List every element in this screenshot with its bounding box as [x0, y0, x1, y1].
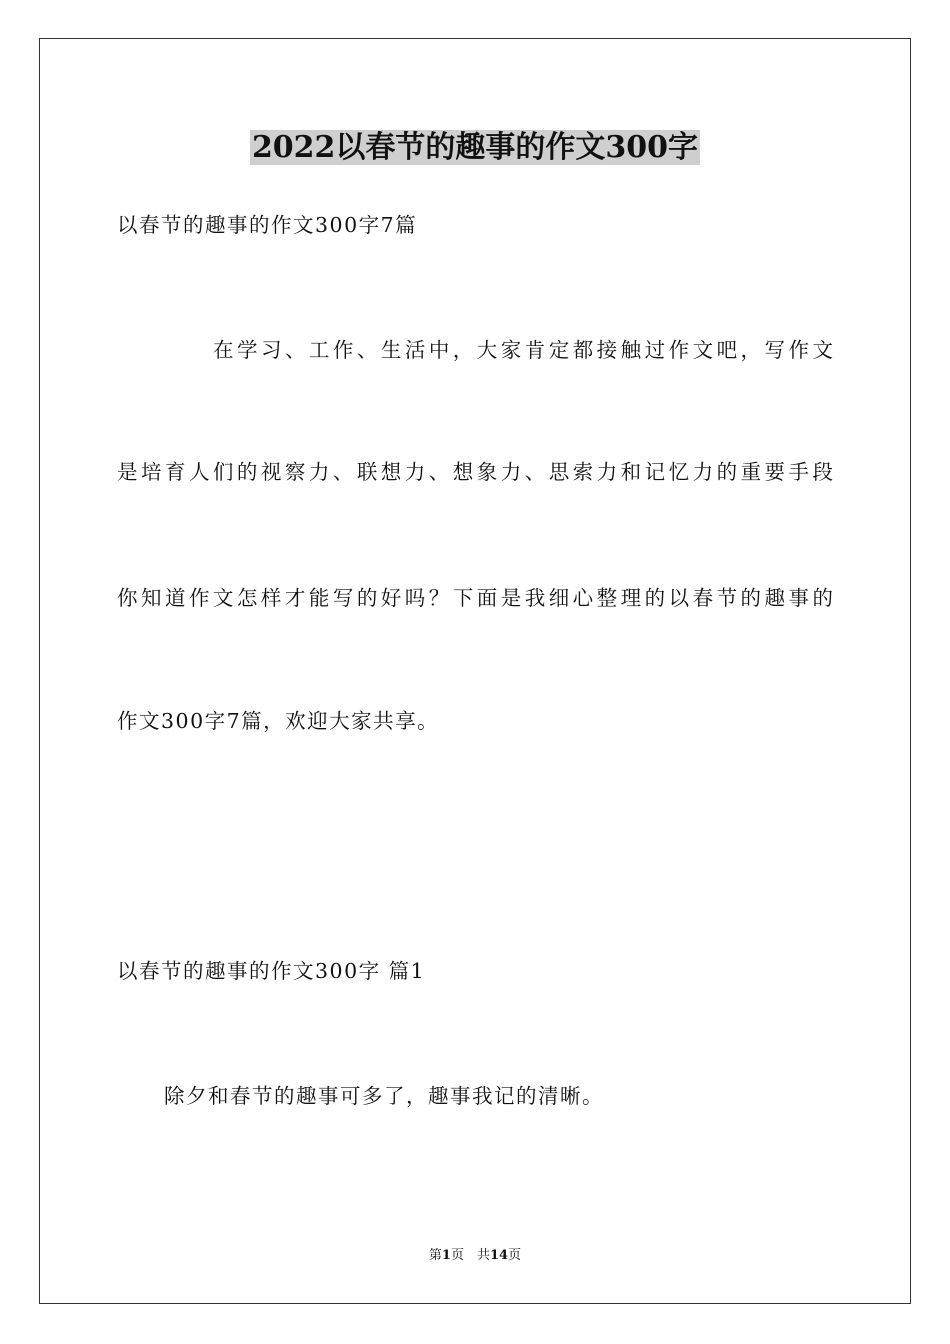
title-highlight: 2022以春节的趣事的作文300字: [251, 130, 699, 165]
page-footer: [0, 1247, 950, 1265]
section-paragraph-line: 除夕和春节的趣事可多了，趣事我记的清晰。: [164, 1084, 604, 1108]
section-heading: 以春节的趣事的作文300字 篇1: [117, 959, 426, 983]
footer-suffix: 页: [508, 1248, 522, 1263]
intro-line-4: 作文300字7篇，欢迎大家共享。: [117, 709, 440, 733]
footer-mid: 页 共: [450, 1248, 490, 1263]
footer-current-page: 1: [441, 1248, 451, 1263]
intro-line-3: 你知道作文怎样才能写的好吗？下面是我细心整理的以春节的趣事的: [117, 586, 833, 610]
intro-line-2: 是培育人们的视察力、联想力、想象力、思索力和记忆力的重要手段: [117, 460, 833, 484]
intro-line-1: 在学习、工作、生活中，大家肯定都接触过作文吧，写作文: [213, 338, 833, 362]
document-subtitle: 以春节的趣事的作文300字7篇: [117, 213, 418, 237]
footer-prefix: 第: [428, 1248, 442, 1263]
document-title: [0, 126, 950, 170]
footer-total-pages: 14: [489, 1248, 509, 1263]
